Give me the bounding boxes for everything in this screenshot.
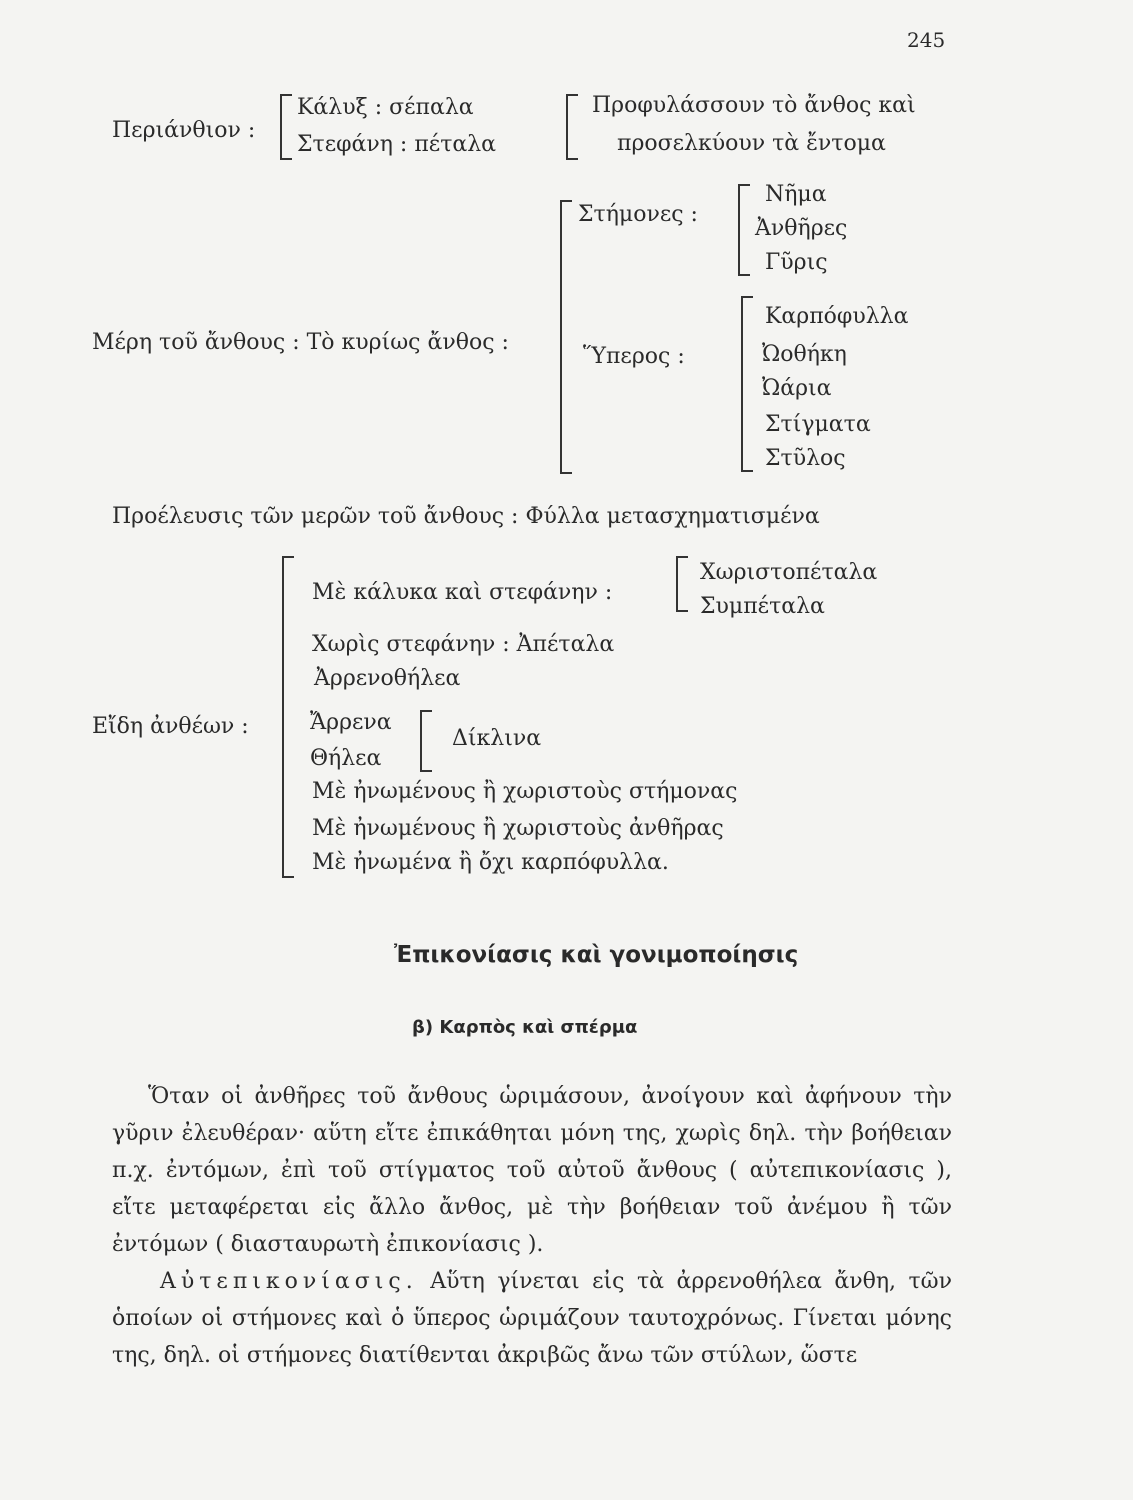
pistil-part-2: Ὠοθήκη [762,342,847,367]
stamen-part-2: Ἀνθῆρες [755,216,848,241]
pistil-part-4: Στίγματα [765,412,871,437]
dioecious: Δίκλινα [452,726,542,751]
parts-label: Μέρη τοῦ ἄνθους : Τὸ κυρίως ἄνθος : [92,330,509,355]
corolla-line: Στεφάνη : πέταλα [297,132,497,157]
united-carpels: Μὲ ἠνωμένα ἢ ὄχι καρπόφυλλα. [312,850,669,875]
perianth-function-2: προσελκύουν τὰ ἔντομα [617,131,886,156]
heading-fruit: β) Καρπὸς καὶ σπέρμα [412,1017,638,1038]
pistil-part-3: Ὠάρια [762,376,832,401]
hermaphrodite: Ἀρρενοθήλεα [314,666,461,691]
paragraph-1 [112,1078,952,1263]
perianth-function-brace [566,94,578,160]
polypetalous: Χωριστοπέταλα [700,560,878,585]
paragraph-2 [112,1263,952,1374]
types-label: Εἴδη ἀνθέων : [92,714,249,739]
perianth-brace [280,94,292,160]
sympetalous: Συμπέταλα [700,594,825,619]
types-brace [282,556,294,878]
pistil-part-5: Στῦλος [765,446,846,471]
paragraph-2-lead: Αὐτεπικονίασις. [160,1269,418,1294]
paragraph-1-text: Ὅταν οἱ ἀνθῆρες τοῦ ἄνθους ὡριμάσουν, ἀνοίγουν καὶ ἀφήνουν τὴν γῦριν ἐλευθέραν· αὕτη εἴτε ἐπικάθηται μόνη της, χωρὶς δηλ. τὴν βοήθειαν π.χ. ἐντόμων, ἐπὶ τοῦ στίγματος τοῦ αὐτοῦ ἄνθους ( αὐτεπικονίασις ), εἴτε μεταφέρεται εἰς ἄλλο ἄνθος, μὲ τὴν βοήθειαν τοῦ ἀνέμου ἢ τῶν ἐντόμων ( διασταυρωτὴ ἐπικονίασις ). [112,1084,952,1257]
paragraph-2-text: Αὕτη γίνεται εἰς τὰ ἀρρενοθήλεα ἄνθη, τῶν ὁποίων οἱ στήμονες καὶ ὁ ὕπερος ὡριμάζουν ταυτοχρόνως. Γίνεται μόνης της, δηλ. οἱ στήμονες διατίθενται ἀκριβῶς ἄνω τῶν στύλων, ὥστε [112,1269,952,1368]
female: Θήλεα [310,746,382,771]
stamens-label: Στήμονες : [578,202,698,227]
male: Ἄρρενα [310,710,392,735]
pistil-label: Ὕπερος : [583,344,685,369]
dioecious-brace [420,710,432,772]
stamen-part-3: Γῦρις [765,250,828,275]
pistil-part-1: Καρπόφυλλα [765,304,909,329]
perianth-function-1: Προφυλάσσουν τὸ ἄνθος καὶ [592,93,916,118]
united-stamens: Μὲ ἠνωμένους ἢ χωριστοὺς στήμονας [312,779,738,804]
calyx-line: Κάλυξ : σέπαλα [297,95,474,120]
page-number: 245 [907,28,946,52]
stamens-brace [738,184,750,276]
parts-brace [560,200,572,474]
no-corolla: Χωρὶς στεφάνην : Ἀπέταλα [312,632,615,657]
united-anthers: Μὲ ἠνωμένους ἢ χωριστοὺς ἀνθῆρας [312,816,724,841]
heading-pollination: Ἐπικονίασις καὶ γονιμοποίησις [394,942,799,968]
pistil-brace [741,296,753,472]
stamen-part-1: Νῆμα [765,182,827,207]
with-calyx: Μὲ κάλυκα καὶ στεφάνην : [312,580,613,605]
with-calyx-brace [676,556,688,612]
perianth-label: Περιάνθιον : [112,118,256,143]
origin-line: Προέλευσις τῶν μερῶν τοῦ ἄνθους : Φύλλα μετασχηματισμένα [112,504,820,529]
